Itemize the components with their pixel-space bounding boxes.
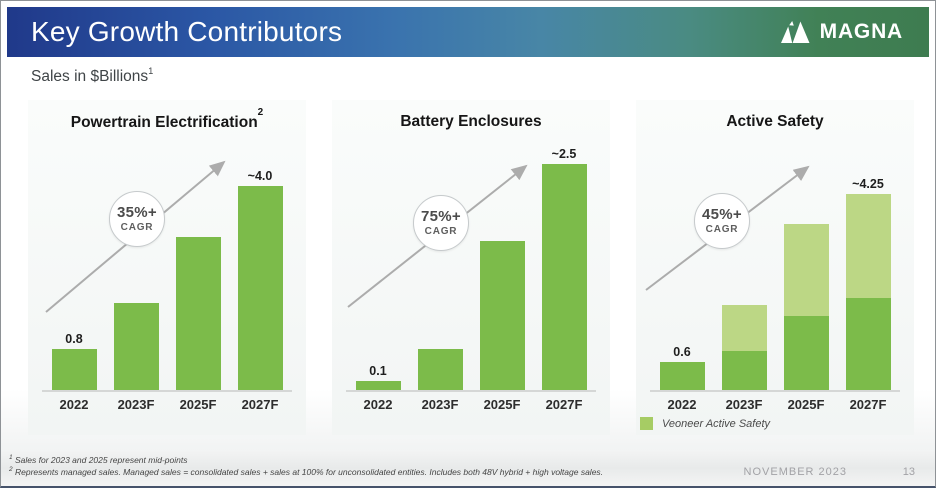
cagr-value: 45%+ [702, 206, 742, 223]
chart-title [636, 100, 914, 142]
bars [332, 147, 610, 390]
bar [238, 186, 283, 390]
page-number: 13 [902, 466, 915, 478]
bar [52, 349, 97, 390]
bar-column [176, 237, 221, 390]
chart-area [636, 142, 914, 390]
chart-title-text: Powertrain Electrification [70, 114, 258, 132]
bar-value-label: ~2.5 [551, 147, 577, 161]
cagr-label: CAGR [705, 224, 739, 235]
subtitle-text: Sales in $Billions [31, 68, 149, 86]
footer-bar [1, 450, 935, 486]
chart-title [332, 100, 610, 142]
footnote-text: Represents managed sales. Managed sales = consolidated sales + sales at 100% for unconsolidated entities. Includes both 48V hybrid + high voltage sales. [12, 466, 604, 477]
bars [28, 169, 306, 390]
bar-column [114, 303, 159, 390]
bar-value-label: 0.8 [65, 332, 83, 346]
magna-logo [781, 20, 929, 44]
charts-row [28, 100, 935, 435]
bar-value-label: 0.1 [369, 364, 387, 378]
bar [114, 303, 159, 390]
chart-title-text: Active Safety [726, 113, 824, 130]
x-axis-label: 2025F [179, 397, 217, 412]
chart-area [332, 142, 610, 390]
bar [542, 164, 587, 390]
bar-segment-base [722, 351, 767, 390]
footnote-marker: 2 [9, 465, 13, 473]
bar-segment-veoneer [722, 305, 767, 351]
bar-segment-veoneer [846, 194, 891, 298]
bar-segment-veoneer [784, 224, 829, 316]
bar [418, 349, 463, 390]
x-axis-label: 2027F [849, 397, 887, 412]
bar-column [846, 177, 891, 390]
bar-column [722, 305, 767, 390]
x-axis-label: 2023F [421, 397, 459, 412]
footnote-marker: 1 [9, 454, 13, 461]
bar-column [52, 332, 97, 390]
legend [636, 412, 914, 430]
bar-column [784, 224, 829, 390]
cagr-value: 35%+ [117, 204, 157, 221]
bar-column [356, 364, 401, 390]
bar-segment-base [846, 298, 891, 390]
bar-value-label: ~4.25 [852, 177, 884, 191]
x-axis-label: 2023F [117, 397, 155, 412]
bar-value-label: 0.6 [673, 345, 691, 359]
chart-panel-3 [636, 100, 914, 435]
bar [356, 381, 401, 390]
x-axis-label: 2023F [725, 397, 763, 412]
x-axis-labels [636, 392, 914, 412]
x-axis-label: 2025F [787, 397, 825, 412]
x-axis-label: 2025F [483, 397, 521, 412]
bar-value-label: ~4.0 [247, 169, 273, 183]
subtitle [31, 67, 935, 89]
legend-swatch [640, 417, 653, 430]
chart-title-footnote-marker: 2 [257, 107, 264, 118]
x-axis-labels [28, 392, 306, 412]
bar-segment-base [784, 316, 829, 390]
footnote [9, 454, 935, 466]
x-axis-label: 2022 [667, 397, 697, 412]
bar-segment-base [660, 362, 705, 390]
x-axis-label: 2022 [363, 397, 393, 412]
x-axis-label: 2027F [241, 397, 279, 412]
bar-column [418, 349, 463, 390]
legend-label: Veoneer Active Safety [662, 417, 771, 430]
bar-column [542, 147, 587, 390]
subtitle-footnote-marker: 1 [148, 66, 154, 76]
x-axis-label: 2022 [59, 397, 89, 412]
magna-logo-icon [781, 21, 813, 43]
x-axis-labels [332, 392, 610, 412]
magna-logo-text: MAGNA [819, 20, 903, 43]
bar [480, 241, 525, 390]
chart-panel-2 [332, 100, 610, 435]
page-title: Key Growth Contributors [31, 16, 343, 47]
chart-panel-1 [28, 100, 306, 435]
footnote-text: Sales for 2023 and 2025 represent mid-points [12, 454, 188, 465]
bar-column [660, 345, 705, 390]
cagr-value: 75%+ [421, 208, 461, 225]
bar-column [238, 169, 283, 390]
bar [176, 237, 221, 390]
footer-date: NOVEMBER 2023 [743, 466, 847, 478]
chart-title-text: Battery Enclosures [400, 113, 542, 130]
bars [636, 177, 914, 390]
cagr-label: CAGR [424, 226, 458, 237]
bar-column [480, 241, 525, 390]
chart-area [28, 142, 306, 390]
header-bar [7, 7, 929, 57]
x-axis-label: 2027F [545, 397, 583, 412]
cagr-label: CAGR [120, 222, 154, 233]
chart-title [28, 100, 306, 142]
